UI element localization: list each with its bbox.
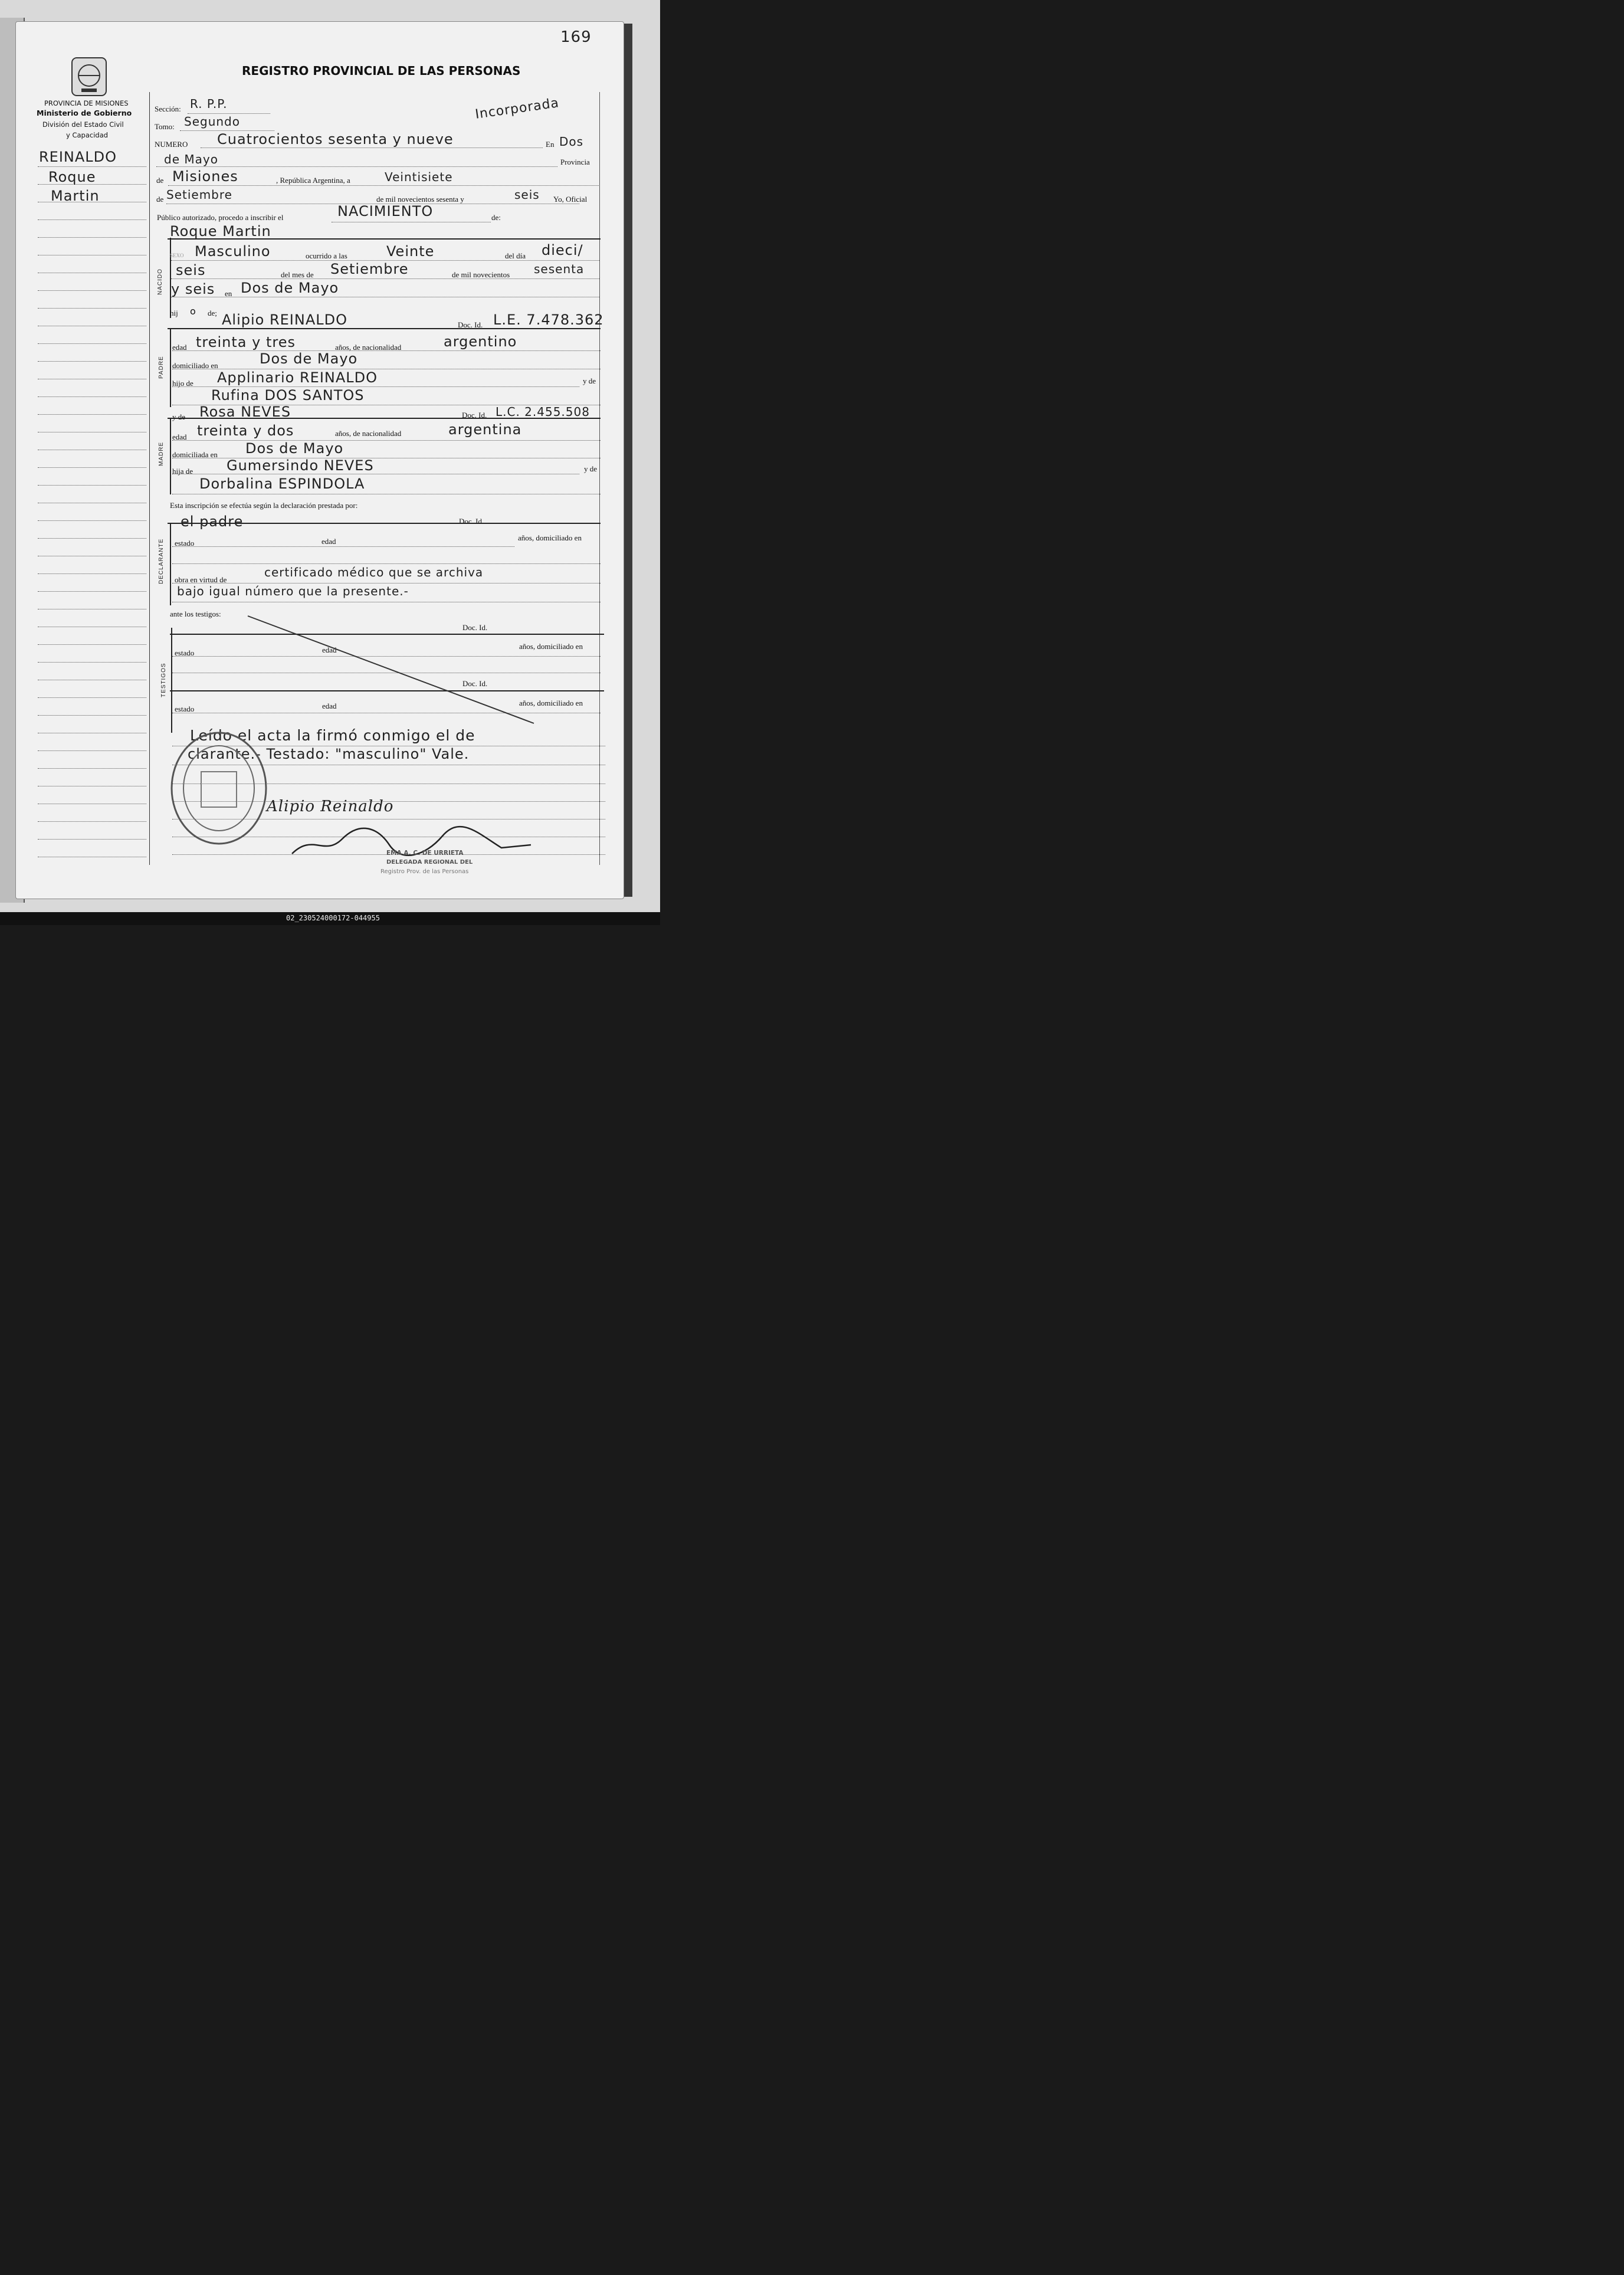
madre-yde-label: y de	[172, 412, 186, 421]
padre-edad-label: edad	[172, 343, 187, 352]
sexo-value: Masculino	[195, 243, 271, 260]
provincia-value: Misiones	[172, 168, 238, 185]
hora-value: Veinte	[386, 243, 435, 260]
testigo1-doc-label: Doc. Id.	[462, 623, 488, 632]
margin-surname: REINALDO	[39, 149, 117, 165]
padre-hijode-label: hijo de	[172, 379, 193, 388]
mes-value: Setiembre	[166, 188, 232, 202]
firma-declarante: Alipio Reinaldo	[267, 798, 394, 815]
side-label-declarante: DECLARANTE	[158, 538, 165, 584]
padre-doc-value: L.E. 7.478.362	[493, 312, 604, 328]
padre-nac-value: argentino	[444, 333, 517, 350]
testigo2-anos-label: años, domiciliado en	[519, 699, 583, 707]
hijo-sufijo: o	[190, 306, 196, 317]
stamp-line3: Registro Prov. de las Personas	[380, 868, 469, 875]
seccion-value: R. P.P.	[190, 97, 228, 111]
page-number: 169	[560, 28, 592, 46]
padre-doc-label: Doc. Id.	[458, 320, 483, 329]
declarante-estado-label: estado	[175, 539, 195, 548]
republica-label: , República Argentina, a	[276, 176, 350, 185]
tomo-value: Segundo	[184, 114, 240, 129]
en-label: En	[546, 140, 555, 149]
margin-given2: Martin	[51, 188, 100, 204]
de-colon-label: de:	[491, 213, 501, 222]
obra-label: obra en virtud de	[175, 575, 227, 584]
obra1-value: certificado médico que se archiva	[264, 565, 484, 579]
declarante-edad-label: edad	[321, 537, 336, 546]
official-round-stamp-icon	[169, 729, 269, 847]
padre-dom-label: domiciliado en	[172, 361, 218, 370]
mes-nac-value: Setiembre	[330, 261, 409, 277]
sexo-label: SEXO	[170, 253, 184, 258]
side-label-madre: MADRE	[158, 441, 165, 466]
testigo2-edad-label: edad	[322, 701, 337, 710]
de2-label: de;	[208, 309, 217, 317]
madre-doc-value: L.C. 2.455.508	[496, 405, 590, 419]
annotation-incorporada: Incorporada	[474, 96, 560, 122]
padre-padre-value: Applinario REINALDO	[217, 369, 378, 386]
testigo1-estado-label: estado	[175, 648, 195, 657]
declarante-doc-label: Doc. Id.	[459, 517, 484, 526]
tipo-value: NACIMIENTO	[337, 203, 434, 219]
agency-line4: y Capacidad	[66, 131, 109, 139]
ante-testigos-label: ante los testigos:	[170, 609, 221, 618]
padre-anos-label: años, de nacionalidad	[335, 343, 402, 352]
padre-nombre-value: Alipio REINALDO	[222, 312, 347, 328]
place-cont-value: de Mayo	[164, 152, 218, 166]
madre-padre-value: Gumersindo NEVES	[227, 457, 374, 474]
nombre-value: Roque Martin	[170, 223, 271, 240]
lugar-nac-value: Dos de Mayo	[241, 280, 339, 296]
de-mil-label: de mil novecientos sesenta y	[376, 195, 464, 204]
madre-edad-value: treinta y dos	[197, 422, 294, 439]
testigo2-doc-label: Doc. Id.	[462, 679, 488, 688]
testigo1-anos-label: años, domiciliado en	[519, 642, 583, 651]
dia-nac2-value: seis	[176, 262, 206, 278]
de-label-2: de	[156, 195, 164, 204]
madre-madre-value: Dorbalina ESPINDOLA	[199, 476, 365, 492]
madre-anos-label: años, de nacionalidad	[335, 429, 402, 438]
madre-dom-label: domiciliada en	[172, 450, 218, 459]
stamp-line1: EMA A. C. DE URRIETA	[386, 850, 464, 857]
side-label-nacido: NACIDO	[157, 268, 163, 295]
image-id: 02_230524000172-044955	[286, 914, 380, 922]
side-label-padre: PADRE	[158, 356, 165, 379]
padre-dom-value: Dos de Mayo	[260, 350, 358, 367]
obra2-value: bajo igual número que la presente.-	[177, 584, 409, 598]
numero-value: Cuatrocientos sesenta y nueve	[217, 131, 454, 147]
hijo-label: hij	[170, 309, 178, 317]
cierre-line2: clarante.- Testado: "masculino" Vale.	[188, 746, 470, 762]
madre-nombre-value: Rosa NEVES	[199, 404, 291, 420]
padre-edad-value: treinta y tres	[196, 334, 296, 350]
en-lugar-label: en	[225, 289, 232, 298]
scan-page	[0, 0, 660, 925]
padre-madre-value: Rufina DOS SANTOS	[211, 387, 365, 404]
ocurrido-label: ocurrido a las	[306, 251, 347, 260]
de-label-1: de	[156, 176, 164, 185]
madre-hijade-label: hija de	[172, 467, 193, 476]
madre-doc-label: Doc. Id.	[462, 411, 487, 419]
document-title: REGISTRO PROVINCIAL DE LAS PERSONAS	[242, 64, 521, 78]
madre-dom-value: Dos de Mayo	[245, 440, 344, 457]
ano-nac2-value: y seis	[171, 281, 215, 297]
madre-edad-label: edad	[172, 432, 187, 441]
provincia-label: Provincia	[560, 158, 590, 166]
testigo2-estado-label: estado	[175, 704, 195, 713]
madre-nac-value: argentina	[448, 421, 522, 438]
numero-label: NUMERO	[155, 140, 188, 149]
seccion-label: Sección:	[155, 104, 181, 113]
de-mil2-label: de mil novecientos	[452, 270, 510, 279]
declarante-anos-label: años, domiciliado en	[518, 533, 582, 542]
agency-line1: PROVINCIA DE MISIONES	[44, 99, 129, 107]
cancel-stroke	[0, 0, 660, 925]
yo-oficial-label: Yo, Oficial	[553, 195, 588, 204]
del-mes-label: del mes de	[281, 270, 314, 279]
margin-given1: Roque	[48, 169, 96, 185]
agency-line3: División del Estado Civil	[42, 120, 124, 129]
agency-line2: Ministerio de Gobierno	[37, 109, 132, 117]
padre-yde-label: y de	[583, 376, 596, 385]
testigo1-edad-label: edad	[322, 645, 337, 654]
dia-nac-value: dieci/	[542, 242, 583, 258]
side-label-testigos: TESTIGOS	[160, 663, 167, 697]
del-dia-label: del día	[505, 251, 526, 260]
dia-value: Veintisiete	[385, 170, 453, 184]
en-value: Dos	[559, 135, 584, 149]
ano-nac-value: sesenta	[534, 262, 585, 276]
cierre-line1: Leído el acta la firmó conmigo el de	[190, 727, 475, 744]
madre-yde2-label: y de	[584, 464, 598, 473]
stamp-line2: DELEGADA REGIONAL DEL	[386, 859, 473, 866]
publico-label: Público autorizado, procedo a inscribir el	[157, 213, 284, 222]
declarante-quien-value: el padre	[181, 513, 244, 530]
ano-value: seis	[514, 188, 540, 202]
esta-inscripcion-label: Esta inscripción se efectúa según la declaración prestada por:	[170, 501, 358, 510]
tomo-label: Tomo:	[155, 122, 175, 131]
